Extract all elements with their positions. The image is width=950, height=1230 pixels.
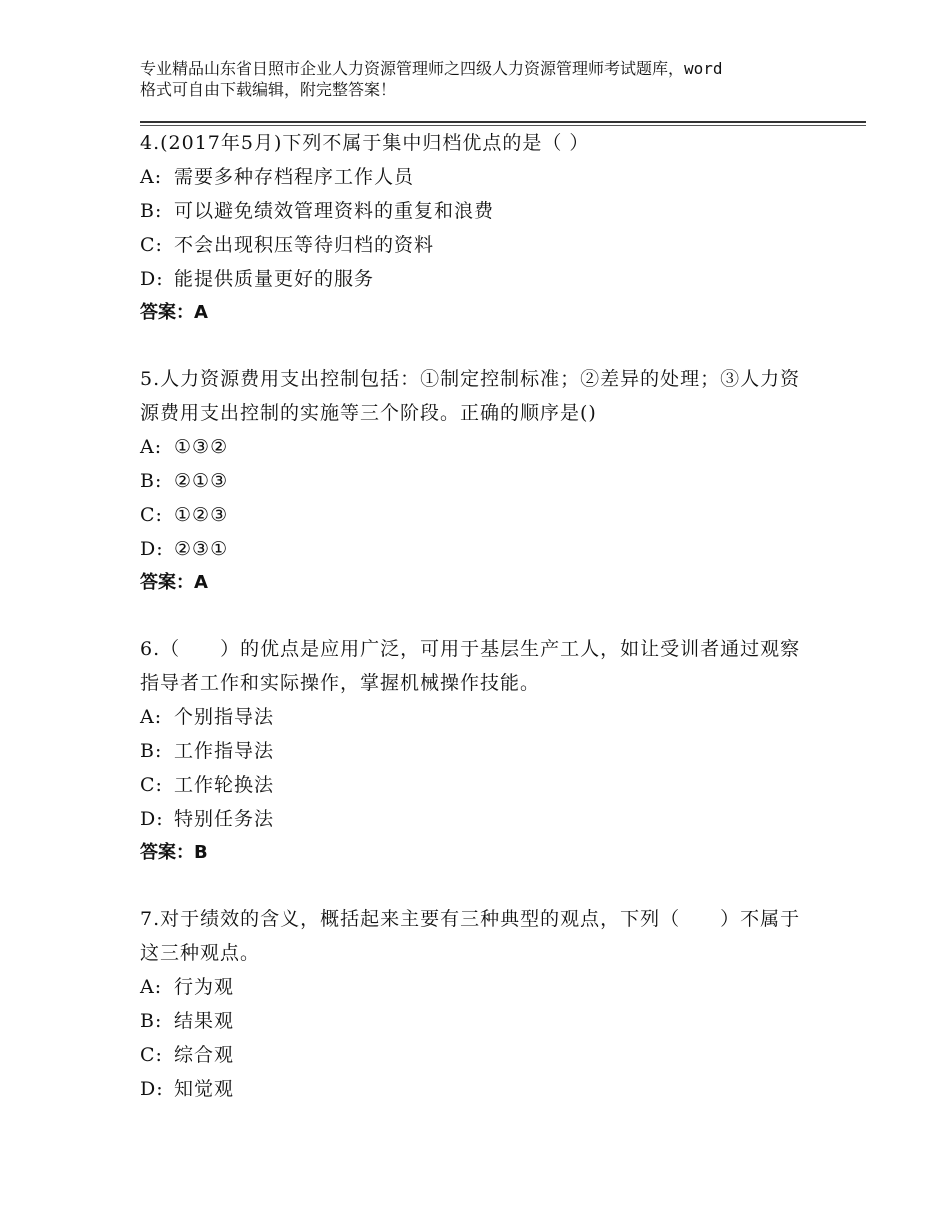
option-d bbox=[140, 1072, 810, 1106]
option-text: 工作指导法 bbox=[174, 740, 275, 762]
option-b bbox=[140, 734, 810, 768]
question-text: 7.对于绩效的含义，概括起来主要有三种典型的观点，下列（ ）不属于这三种观点。 bbox=[140, 908, 801, 964]
header-divider-thick bbox=[140, 121, 866, 123]
option-letter: B: bbox=[140, 1010, 163, 1032]
option-b bbox=[140, 194, 810, 228]
header-line-2: 格式可自由下载编辑，附完整答案！ bbox=[140, 80, 397, 99]
option-letter: D: bbox=[140, 1078, 164, 1100]
question-text: 6.（ ）的优点是应用广泛，可用于基层生产工人，如让受训者通过观察指导者工作和实际操作，掌握机械操作技能。 bbox=[140, 638, 801, 694]
option-text: 综合观 bbox=[174, 1044, 235, 1066]
option-text: 需要多种存档程序工作人员 bbox=[174, 166, 415, 188]
option-letter: A: bbox=[140, 166, 163, 188]
option-letter: B: bbox=[140, 200, 163, 222]
option-letter: D: bbox=[140, 268, 164, 290]
option-c bbox=[140, 498, 810, 532]
header-line-1: 专业精品山东省日照市企业人力资源管理师之四级人力资源管理师考试题库，word bbox=[140, 59, 723, 78]
option-text: 可以避免绩效管理资料的重复和浪费 bbox=[174, 200, 495, 222]
option-a bbox=[140, 430, 810, 464]
option-a bbox=[140, 700, 810, 734]
option-letter: C: bbox=[140, 234, 163, 256]
option-letter: A: bbox=[140, 976, 163, 998]
answer-label: 答案：A bbox=[140, 302, 208, 323]
question-4 bbox=[140, 126, 810, 330]
option-letter: D: bbox=[140, 538, 164, 560]
option-d bbox=[140, 532, 810, 566]
option-text: 个别指导法 bbox=[174, 706, 275, 728]
question-text: 5.人力资源费用支出控制包括：①制定控制标准；②差异的处理；③人力资源费用支出控制的实施等三个阶段。正确的顺序是() bbox=[140, 368, 801, 424]
option-text: 特别任务法 bbox=[174, 808, 275, 830]
option-text: ①②③ bbox=[174, 504, 229, 526]
question-6 bbox=[140, 632, 810, 870]
option-text: 不会出现积压等待归档的资料 bbox=[174, 234, 435, 256]
option-d bbox=[140, 262, 810, 296]
option-a bbox=[140, 160, 810, 194]
option-letter: D: bbox=[140, 808, 164, 830]
option-text: 结果观 bbox=[174, 1010, 235, 1032]
option-b bbox=[140, 1004, 810, 1038]
option-c bbox=[140, 228, 810, 262]
option-letter: C: bbox=[140, 1044, 163, 1066]
option-letter: A: bbox=[140, 706, 163, 728]
question-list bbox=[140, 126, 810, 1106]
option-letter: A: bbox=[140, 436, 163, 458]
option-text: 能提供质量更好的服务 bbox=[174, 268, 375, 290]
answer-label: 答案：A bbox=[140, 572, 208, 593]
option-text: ②①③ bbox=[174, 470, 229, 492]
question-5 bbox=[140, 362, 810, 600]
option-d bbox=[140, 802, 810, 836]
question-7 bbox=[140, 902, 810, 1106]
option-text: 工作轮换法 bbox=[174, 774, 275, 796]
option-c bbox=[140, 1038, 810, 1072]
answer-label: 答案：B bbox=[140, 842, 208, 863]
option-b bbox=[140, 464, 810, 498]
option-letter: C: bbox=[140, 504, 163, 526]
option-letter: B: bbox=[140, 740, 163, 762]
question-text: 4.(2017年5月)下列不属于集中归档优点的是（ ） bbox=[140, 132, 590, 154]
option-letter: B: bbox=[140, 470, 163, 492]
option-letter: C: bbox=[140, 774, 163, 796]
option-c bbox=[140, 768, 810, 802]
document-header bbox=[140, 58, 830, 100]
option-text: ①③② bbox=[174, 436, 229, 458]
option-text: 行为观 bbox=[174, 976, 235, 998]
option-a bbox=[140, 970, 810, 1004]
option-text: ②③① bbox=[174, 538, 229, 560]
option-text: 知觉观 bbox=[174, 1078, 235, 1100]
